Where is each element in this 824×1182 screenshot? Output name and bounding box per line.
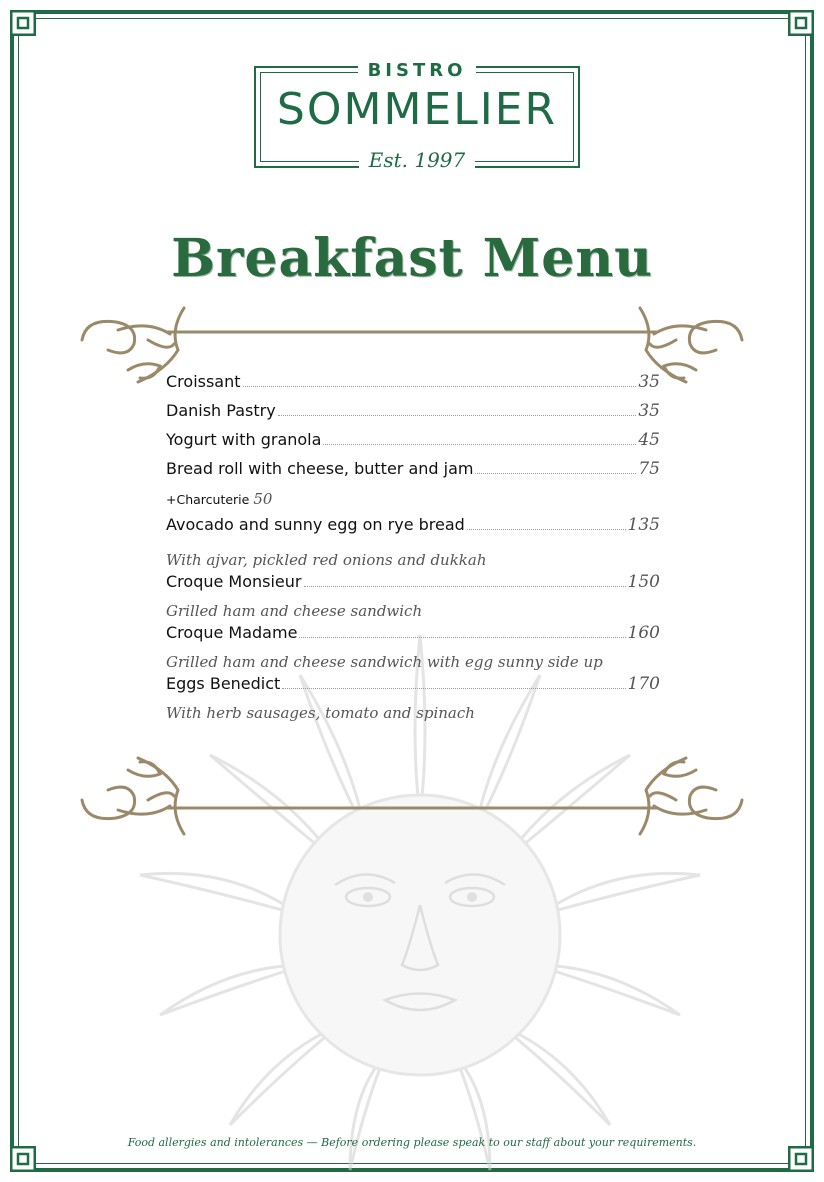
- item-name: Croissant: [166, 372, 241, 391]
- item-price: 45: [638, 430, 660, 450]
- leader-dots: [323, 444, 636, 445]
- menu-list: [166, 372, 660, 725]
- item-name: Croque Madame: [166, 623, 298, 642]
- item-name: Yogurt with granola: [166, 430, 322, 449]
- bottom-ornament-divider: [78, 742, 746, 842]
- menu-item: [166, 623, 660, 652]
- item-price: 35: [638, 401, 660, 421]
- leader-dots: [299, 637, 625, 638]
- corner-ornament-top-left: [10, 10, 36, 36]
- menu-title: Breakfast Menu: [171, 228, 653, 289]
- bistro-logo: [254, 60, 580, 174]
- item-description: Grilled ham and cheese sandwich with egg sunny side up: [166, 653, 603, 671]
- menu-item: [166, 674, 660, 703]
- leader-dots: [282, 688, 625, 689]
- item-name: Croque Monsieur: [166, 572, 302, 591]
- item-price: 160: [627, 623, 660, 643]
- leader-dots: [304, 586, 626, 587]
- allergy-notice: Food allergies and intolerances — Before ordering please speak to our staff about your requirements.: [127, 1136, 697, 1149]
- item-description: With ajvar, pickled red onions and dukkah: [166, 551, 487, 569]
- item-description: With herb sausages, tomato and spinach: [166, 704, 475, 722]
- item-price: 170: [627, 674, 660, 694]
- item-description: Grilled ham and cheese sandwich: [166, 602, 423, 620]
- item-addon: [166, 488, 660, 510]
- addon-price: 50: [253, 490, 273, 508]
- addon-label: +Charcuterie: [166, 492, 250, 507]
- leader-dots: [467, 529, 626, 530]
- menu-item: [166, 572, 660, 601]
- menu-item: [166, 372, 660, 401]
- item-name: Eggs Benedict: [166, 674, 281, 693]
- logo-sommelier-text: SOMMELIER: [276, 84, 558, 135]
- menu-item: [166, 515, 660, 544]
- menu-item: [166, 430, 660, 459]
- item-price: 135: [627, 515, 660, 535]
- leader-dots: [278, 415, 637, 416]
- corner-ornament-bottom-right: [788, 1146, 814, 1172]
- corner-ornament-bottom-left: [10, 1146, 36, 1172]
- item-name: Avocado and sunny egg on rye bread: [166, 515, 465, 534]
- item-name: Danish Pastry: [166, 401, 276, 420]
- item-price: 75: [638, 459, 660, 479]
- leader-dots: [475, 473, 636, 474]
- logo-bistro-text: BISTRO: [358, 60, 477, 81]
- logo-est-text: Est. 1997: [359, 148, 476, 172]
- leader-dots: [243, 386, 637, 387]
- menu-item: [166, 401, 660, 430]
- item-price: 35: [638, 372, 660, 392]
- item-name: Bread roll with cheese, butter and jam: [166, 459, 474, 478]
- item-price: 150: [627, 572, 660, 592]
- corner-ornament-top-right: [788, 10, 814, 36]
- menu-item: [166, 459, 660, 488]
